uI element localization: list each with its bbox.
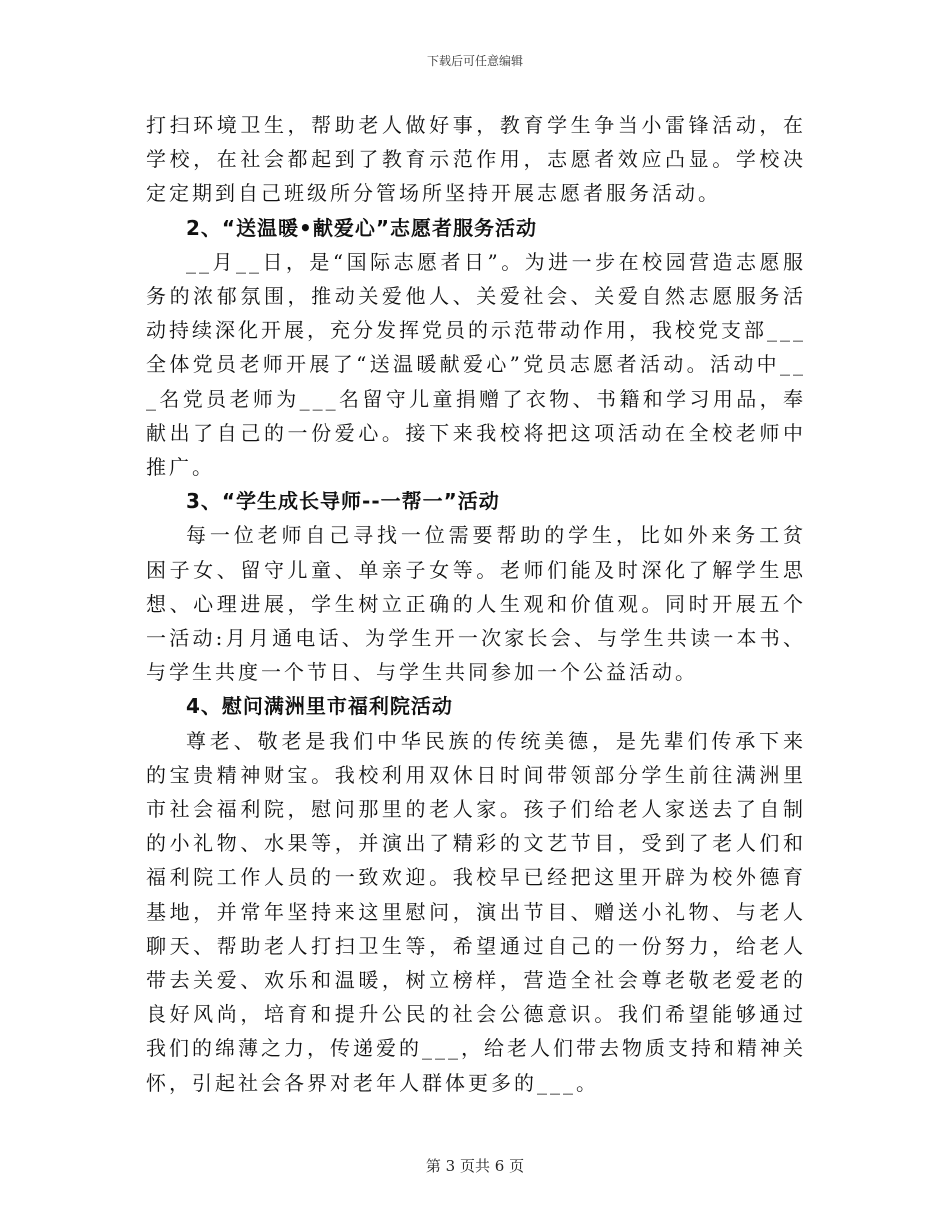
section-2-heading: 2、“送温暖•献爱心”志愿者服务活动 bbox=[186, 215, 537, 240]
document-body bbox=[146, 108, 806, 1100]
section-4-paragraph: 尊老、敬老是我们中华民族的传统美德，是先辈们传承下来的宝贵精神财宝。我校利用双休日时间带领部分学生前往满洲里市社会福利院，慰问那里的老人家。孩子们给老人家送去了自制的小礼物、水果等，并演出了精彩的文艺节目，受到了老人们和福利院工作人员的一致欢迎。我校早已经把这里开辟为校外德育基地，并常年坚持来这里慰问，演出节目、赠送小礼物、与老人聊天、帮助老人打扫卫生等，希望通过自己的一份努力，给老人带去关爱、欢乐和温暖，树立榜样，营造全社会尊老敬老爱老的良好风尚，培育和提升公民的社会公德意识。我们希望能够通过我们的绵薄之力，传递爱的___，给老人们带去物质支持和精神关怀，引起社会各界对老年人群体更多的___。 bbox=[146, 728, 806, 1095]
section-2-paragraph: __月__日，是“国际志愿者日”。为进一步在校园营造志愿服务的浓郁氛围，推动关爱他人、关爱社会、关爱自然志愿服务活动持续深化开展，充分发挥党员的示范带动作用，我校党支部___全体党员老师开展了“送温暖献爱心”党员志愿者活动。活动中___名党员老师为___名留守儿童捐赠了衣物、书籍和学习用品，奉献出了自己的一份爱心。接下来我校将把这项活动在全校老师中推广。 bbox=[146, 249, 806, 480]
page-header: 下载后可任意编辑 bbox=[426, 54, 523, 68]
section-3-heading: 3、“学生成长导师--一帮一”活动 bbox=[186, 489, 500, 514]
intro-paragraph: 打扫环境卫生，帮助老人做好事，教育学生争当小雷锋活动，在学校，在社会都起到了教育示范作用，志愿者效应凸显。学校决定定期到自己班级所分管场所坚持开展志愿者服务活动。 bbox=[146, 113, 806, 206]
section-3-paragraph: 每一位老师自己寻找一位需要帮助的学生，比如外来务工贫困子女、留守儿童、单亲子女等。老师们能及时深化了解学生思想、心理进展，学生树立正确的人生观和价值观。同时开展五个一活动:月月通电话、为学生开一次家长会、与学生共读一本书、与学生共度一个节日、与学生共同参加一个公益活动。 bbox=[146, 523, 806, 685]
page-footer: 第 3 页共 6 页 bbox=[425, 1157, 525, 1175]
section-4-heading: 4、慰问满洲里市福利院活动 bbox=[186, 694, 453, 719]
